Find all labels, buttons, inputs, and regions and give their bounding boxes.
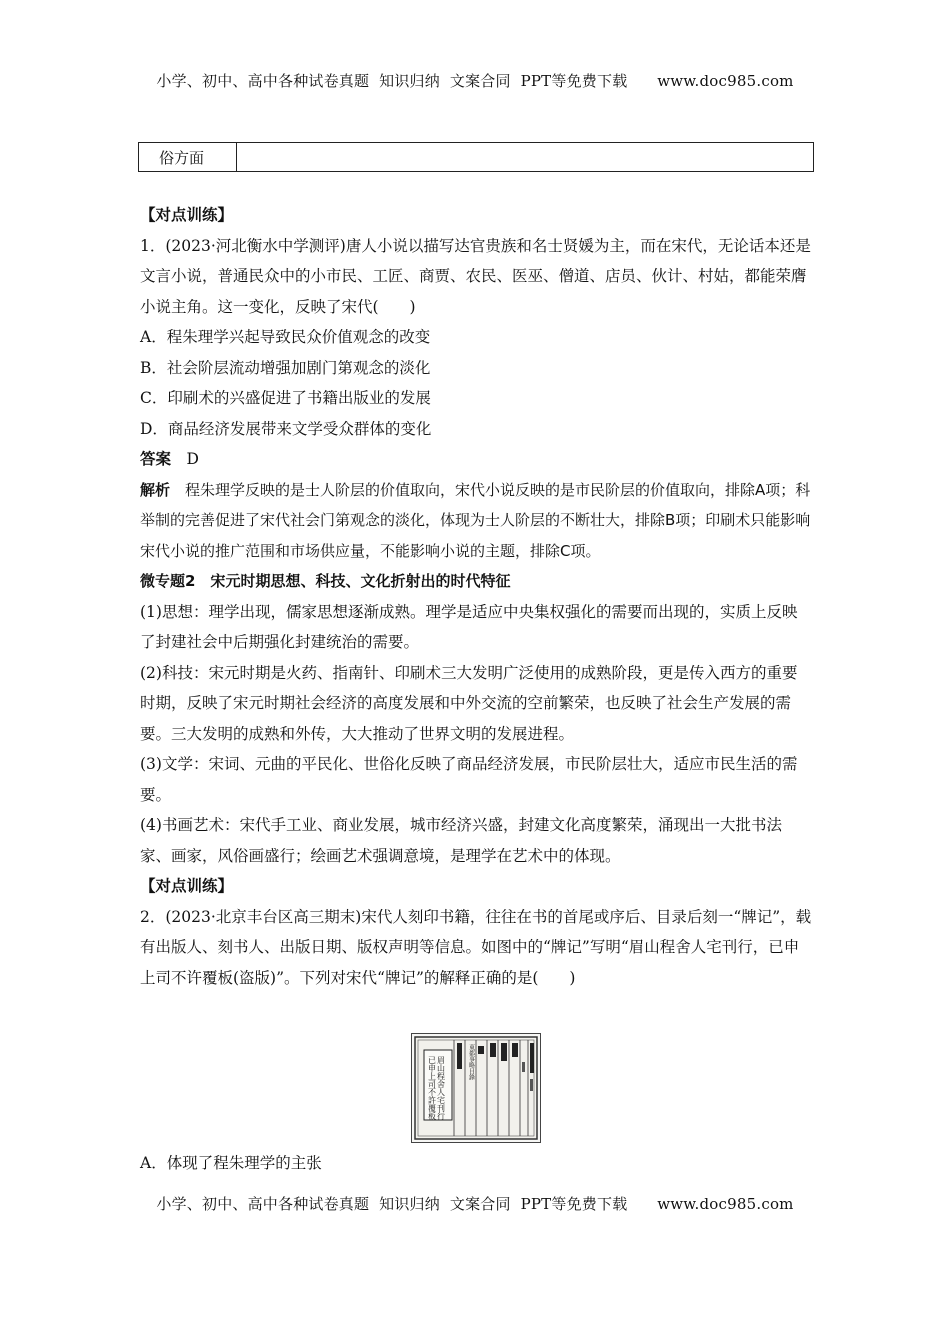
option-1b: B．社会阶层流动增强加剧门第观念的淡化 [140, 358, 431, 377]
topic2-point-4: (4)书画艺术：宋代手工业、商业发展，城市经济兴盛，封建文化高度繁荣，涌现出一大批书法家、画家，风俗画盛行；绘画艺术强调意境，是理学在艺术中的体现。 [140, 816, 782, 865]
option-1a: A．程朱理学兴起导致民众价值观念的改变 [140, 328, 431, 346]
colophon-line-2: 已申上司不許覆板 [427, 1056, 437, 1120]
table-cell-content [237, 143, 814, 172]
page-footer: 小学、初中、高中各种试卷真题 知识归纳 文案合同 PPT等免费下载 www.doc985.com [156, 1195, 794, 1213]
question-1: 1．(2023·河北衡水中学测评)唐人小说以描写达官贵族和名士贤媛为主，而在宋代，无论话本还是文言小说，普通民众中的小市民、工匠、商贾、农民、医巫、僧道、店员、伙计、村姑，都能荣膺小说主角。这一变化，反映了宋代( ) [140, 236, 811, 316]
main-content [140, 200, 812, 993]
analysis-text: 程朱理学反映的是士人阶层的价值取向，宋代小说反映的是市民阶层的价值取向，排除A项；科举制的完善促进了宋代社会门第观念的淡化，体现为士人阶层的不断壮大，排除B项；印刷术只能影响宋代小说的推广范围和市场供应量，不能影响小说的主题，排除C项。 [140, 480, 811, 560]
section1-heading: 【对点训练】 [140, 205, 234, 224]
answer-line [140, 444, 812, 475]
analysis-line [140, 475, 812, 567]
topic2-point-1: (1)思想：理学出现，儒家思想逐渐成熟。理学是适应中央集权强化的需要而出现的，实质上反映了封建社会中后期强化封建统治的需要。 [140, 602, 798, 651]
option-1c: C．印刷术的兴盛促进了书籍出版业的发展 [140, 389, 431, 407]
topic2-point-3: (3)文学：宋词、元曲的平民化、世俗化反映了商品经济发展，市民阶层壮大，适应市民生活的需要。 [140, 755, 798, 804]
topic2-title: 微专题2 宋元时期思想、科技、文化折射出的时代特征 [140, 572, 511, 590]
option-1d: D．商品经济发展带来文学受众群体的变化 [140, 419, 432, 438]
colophon-figure [411, 1033, 541, 1143]
answer-label: 答案 [140, 449, 172, 468]
option-2a: A．体现了程朱理学的主张 [140, 1154, 322, 1172]
book-title-text: 東都事略目錄 [467, 1044, 475, 1080]
analysis-label: 解析 [140, 480, 171, 499]
section2-heading: 【对点训练】 [140, 876, 234, 895]
question-2: 2．(2023·北京丰台区高三期末)宋代人刻印书籍，往往在书的首尾或序后、目录后刻一“牌记”，载有出版人、刻书人、出版日期、版权声明等信息。如图中的“牌记”写明“眉山程舍人宅刊行，已申上司不许覆板(盗版)”。下列对宋代“牌记”的解释正确的是( ) [140, 907, 812, 987]
topic2-point-2: (2)科技：宋元时期是火药、指南针、印刷术三大发明广泛使用的成熟阶段，更是传入西方的重要时期，反映了宋元时期社会经济的高度发展和中外交流的空前繁荣，也反映了社会生产发展的需要。三大发明的成熟和外传，大大推动了世界文明的发展进程。 [140, 663, 798, 743]
table-fragment [138, 142, 814, 172]
answer-value: D [186, 450, 199, 468]
page-header: 小学、初中、高中各种试卷真题 知识归纳 文案合同 PPT等免费下载 www.doc985.com [156, 72, 794, 90]
colophon-line-1: 眉山程舍人宅刊行 [436, 1056, 446, 1120]
table-cell-label: 俗方面 [139, 143, 237, 172]
colophon-figure-art [412, 1034, 540, 1142]
